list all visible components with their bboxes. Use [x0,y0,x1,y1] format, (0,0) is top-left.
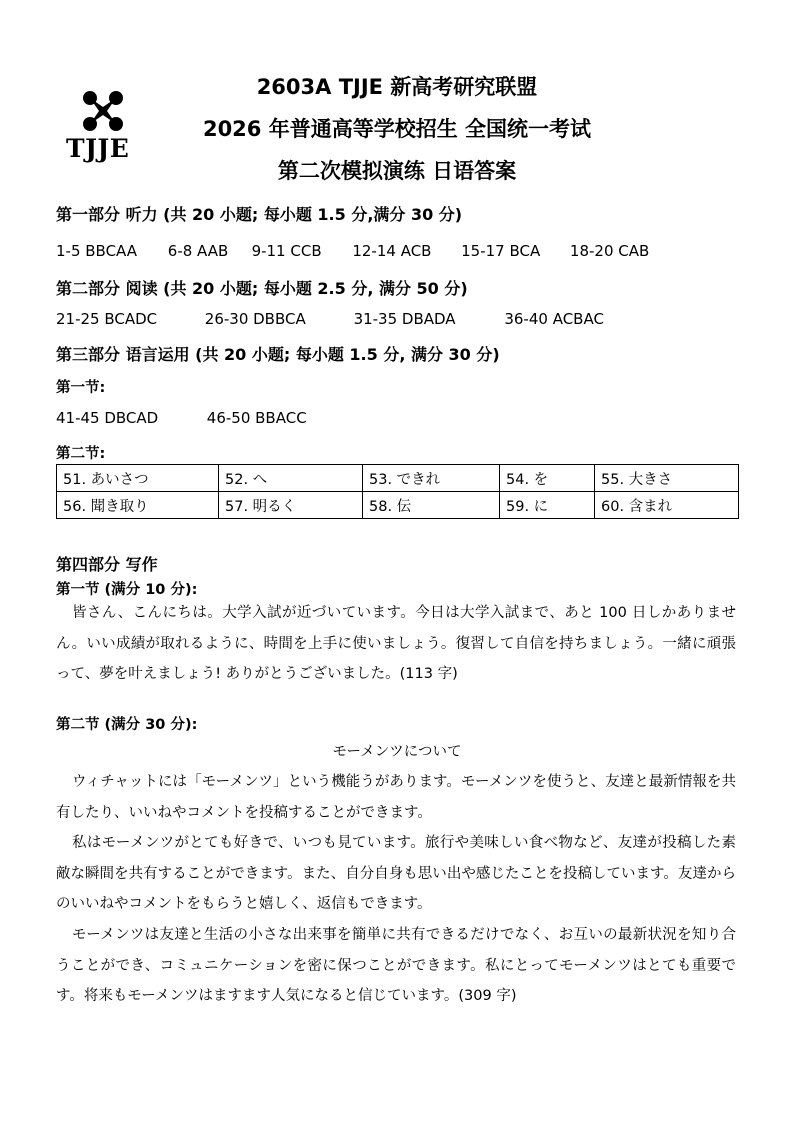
table-cell: 58. 伝 [363,492,500,519]
essay-paragraph: ウィチャットには「モーメンツ」という機能うがあります。モーメンツを使うと、友達と最新情報を共有したり、いいねやコメントを投稿することができます。 [56,774,736,821]
answer-group: 18-20 CAB [569,242,650,260]
answer-group: 6-8 AAB [167,242,229,260]
answer-group: 15-17 BCA [461,242,541,260]
table-cell: 55. 大きさ [595,465,739,492]
logo-text: TJJE [66,134,130,163]
table-cell: 52. へ [219,465,363,492]
table-cell: 60. 含まれ [595,492,739,519]
table-cell: 54. を [500,465,595,492]
table-row [57,465,739,492]
answer-group: 46-50 BBACC [206,409,307,427]
part3-heading: 第三部分 语言运用 (共 20 小题; 每小题 1.5 分, 满分 30 分) [56,345,500,364]
table-row [57,492,739,519]
table-cell: 53. できれ [363,465,500,492]
part4-section1-text: 皆さん、こんにちは。大学入試が近づいています。今日は大学入試まで、あと 100 日しかありません。いい成績が取れるように、時間を上手に使いましょう。復習して自信を持ちましょう。一緒に頑張って、夢を叶えましょう! ありがとうございました。(113 字) [56,605,736,682]
header-title-line3: 第二次模拟演练 日语答案 [277,159,517,183]
answer-group: 31-35 DBADA [353,310,456,328]
answer-group: 12-14 ACB [352,242,432,260]
answer-group: 36-40 ACBAC [504,310,604,328]
header-title-line1: 2603A TJJE 新高考研究联盟 [256,75,538,99]
part3-section1-label: 第一节: [56,380,106,396]
part1-heading: 第一部分 听力 (共 20 小题; 每小题 1.5 分,满分 30 分) [56,205,463,224]
part3-section2-label: 第二节: [56,446,106,462]
header-title-line2: 2026 年普通高等学校招生 全国统一考试 [202,117,592,141]
essay-paragraph: モーメンツは友達と生活の小さな出来事を簡単に共有できるだけでなく、お互いの最新状況を知り合うことができ、コミュニケーションを密に保つことができます。私にとってモーメンツはとても重要です。将来もモーメンツはますます人気になると信じています。(309 字) [56,927,736,1004]
part1-answers [56,242,649,260]
answer-table [56,464,739,519]
table-cell: 59. に [500,492,595,519]
part3-section1-answers [56,409,307,427]
table-cell: 51. あいさつ [57,465,219,492]
answer-group: 1-5 BBCAA [56,242,137,260]
part4-section1-label: 第一节 (满分 10 分): [56,582,198,598]
answer-group: 41-45 DBCAD [56,409,159,427]
essay-paragraph: 私はモーメンツがとても好きで、いつも見ています。旅行や美味しい食べ物など、友達が投稿した素敵な瞬間を共有することができます。また、自分自身も思い出や感じたことを投稿しています。友達からのいいねやコメントをもらうと嬉しく、返信もできます。 [56,835,736,912]
part4-heading: 第四部分 写作 [56,555,158,574]
part2-heading: 第二部分 阅读 (共 20 小题; 每小题 2.5 分, 满分 50 分) [56,279,468,298]
table-cell: 56. 聞き取り [57,492,219,519]
essay-title: モーメンツについて [332,744,462,760]
part2-answers [56,310,604,328]
answer-group: 26-30 DBBCA [204,310,306,328]
table-cell: 57. 明るく [219,492,363,519]
part4-section2-label: 第二节 (满分 30 分): [56,717,198,733]
answer-group: 21-25 BCADC [56,310,158,328]
answer-group: 9-11 CCB [251,242,322,260]
